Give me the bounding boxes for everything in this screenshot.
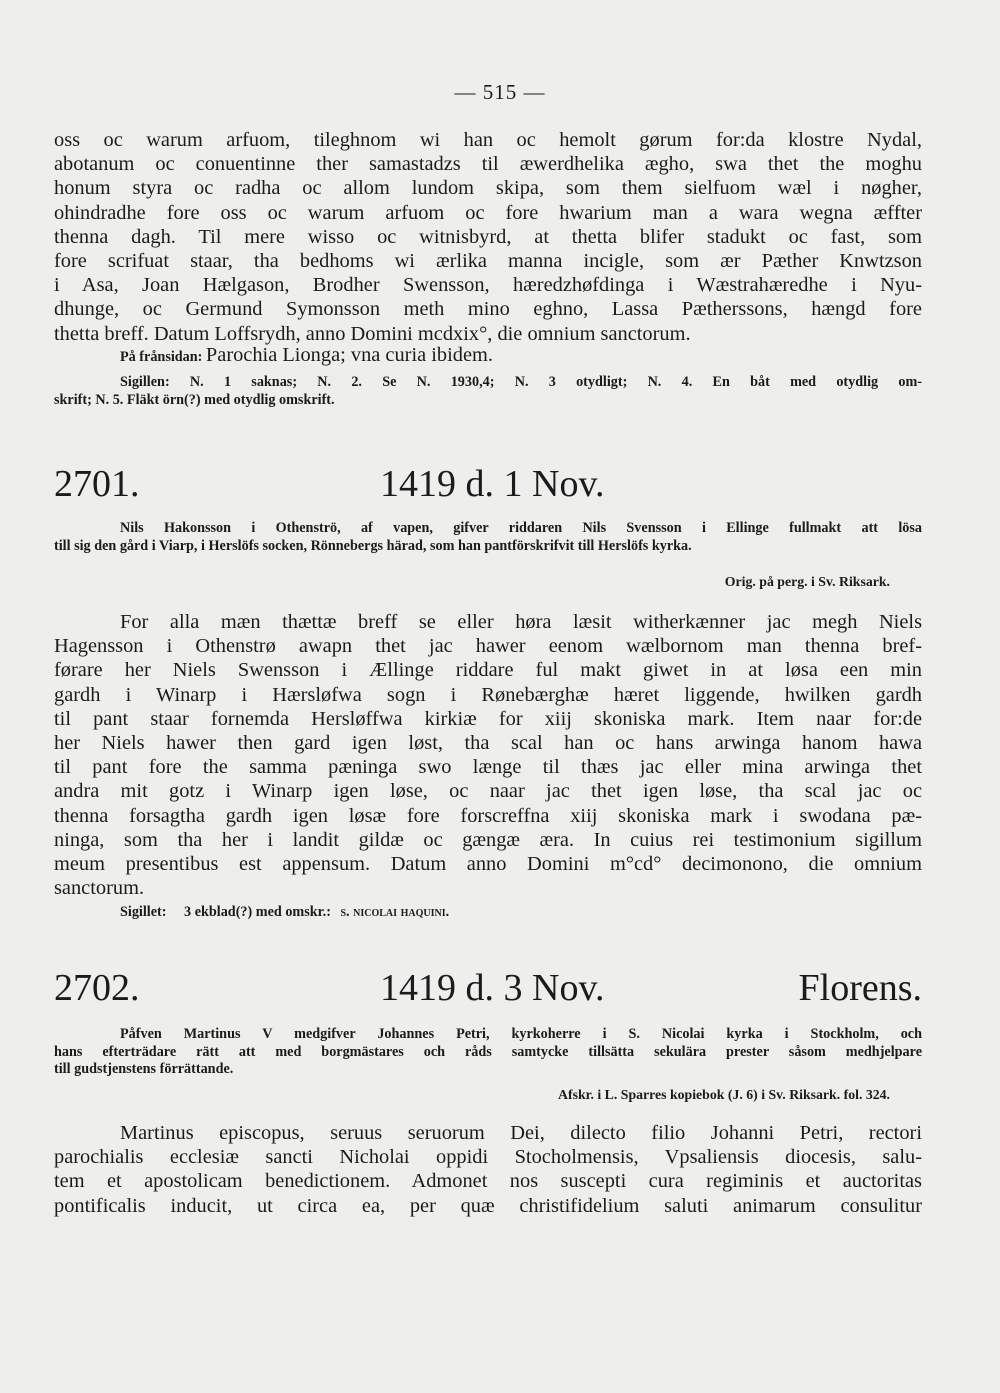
text-line: førare her Niels Swensson i Ællinge riddare ful makt giwet in at løsa een min — [54, 659, 922, 682]
text-line: tem et apostolicam benedictionem. Admonet nos suscepti cura regiminis et auctoritas — [54, 1170, 922, 1193]
text-line: andra mit gotz i Winarp igen løse, oc naar jac thet igen løse, tha scal jac oc — [54, 780, 922, 803]
sigill-label: Sigillet: — [120, 904, 167, 920]
text-line: thenna forsagtha gardh igen løsæ fore forscreffna xiij skoniska mark i swodana pæ- — [54, 804, 922, 827]
summary-line: till gudstjenstens förrättande. — [54, 1061, 234, 1077]
sigill-text: 3 ekblad(?) med omskr.: — [184, 904, 331, 920]
text-line: thenna dagh. Til mere wisso oc witnisbyrd, at thetta blifer stadukt oc fast, som — [54, 225, 922, 248]
fransidan-note — [54, 346, 922, 367]
entry-2701-summary — [54, 520, 922, 555]
text-line: oss oc warum arfuom, tileghnom wi han oc hemolt gørum for:da klostre Nydal, — [54, 129, 922, 151]
sigill-paragraph — [54, 374, 922, 409]
entry-2701-sigill — [54, 903, 922, 922]
text-line: i Asa, Joan Hælgason, Brodher Swensson, hæredzhøfdinga i Wæstrahæredhe i Nyu- — [54, 274, 922, 297]
summary-paragraph — [54, 1026, 922, 1079]
text-line: abotanum oc conuentinne ther samastadzs til æwerdhelika ægho, swa thet the moghu — [54, 153, 922, 176]
text-line: fore scrifuat staar, tha bedhoms wi ærlika manna incigle, som ær Pæther Knwtzson — [54, 250, 922, 273]
summary-line: hans efterträdare rätt att med borgmästares och råds samtycke tillsätta sekulära prester såsom medhjelpare — [54, 1043, 922, 1060]
sigill-note — [54, 374, 922, 409]
summary-line: till sig den gård i Viarp, i Herslöfs socken, Rönnebergs härad, som han pantförskrifvit till Herslöfs kyrka. — [54, 537, 692, 554]
entry-2702-source — [54, 1087, 922, 1103]
text-line: thetta breff. Datum Loffsrydh, anno Domini mcdxix°, die omnium sanctorum. — [54, 322, 691, 345]
source-citation: Orig. på perg. i Sv. Riksark. — [724, 574, 890, 589]
fransidan-text: Parochia Lionga; vna curia ibidem. — [205, 344, 493, 366]
text-line: parochialis ecclesiæ sancti Nicholai oppidi Stocholmensis, Vpsaliensis diocesis, salu- — [54, 1146, 922, 1169]
text-line: dhunge, oc Germund Symonsson meth mino eghno, Lassa Pætherssons, hængd fore — [54, 298, 922, 321]
text-line: Martinus episcopus, seruus seruorum Dei, dilecto filio Johanni Petri, rectori — [120, 1122, 922, 1144]
entry-place: Florens. — [798, 967, 922, 1009]
entry-2701-source — [54, 574, 922, 590]
summary-line: Nils Hakonsson i Othenströ, af vapen, gifver riddaren Nils Svensson i Ellinge fullmakt att lösa — [120, 520, 922, 536]
entry-date: 1419 d. 3 Nov. — [380, 967, 605, 1009]
summary-line: Påfven Martinus V medgifver Johannes Petri, kyrkoherre i S. Nicolai kyrka i Stockholm, och — [120, 1026, 922, 1042]
text-line: ninga, som tha her i landit gildæ oc gængæ æra. In cuius rei testimonium sigillum — [54, 828, 922, 851]
text-line: gardh i Winarp i Hærsløfwa sogn i Rønebærghæ hæret liggende, hwilken gardh — [54, 683, 922, 706]
entry-date: 1419 d. 1 Nov. — [380, 463, 605, 505]
fransidan-label: På frånsidan: — [120, 349, 203, 365]
page-number: — 515 — — [454, 80, 546, 104]
text-line: til pant fore the samma pæninga swo længe til thæs jac eller mina arwinga thet — [54, 756, 922, 779]
text-line: meum presentibus est appensum. Datum anno Domini m°cd° decimonono, die omnium — [54, 853, 922, 876]
sigill-line: skrift; N. 5. Fläkt örn(?) med otydlig omskrift. — [54, 391, 335, 408]
continuation-text — [54, 128, 922, 346]
entry-2702-heading — [54, 966, 922, 1009]
letter-paragraph — [54, 610, 922, 900]
source-citation: Afskr. i L. Sparres kopiebok (J. 6) i Sv. Riksark. fol. 324. — [558, 1087, 890, 1102]
text-line: sanctorum. — [54, 877, 145, 900]
letter-paragraph — [54, 1121, 922, 1218]
entry-number: 2702. — [54, 967, 140, 1009]
continuation-paragraph — [54, 128, 922, 346]
text-line: pontificalis inducit, ut circa ea, per quæ christifidelium saluti animarum consulitur — [54, 1194, 922, 1217]
sigill-inscription: s. nicolai haquini. — [340, 904, 450, 920]
text-line: ohindradhe fore oss oc warum arfuom oc fore hwarium man a wara wegna æffter — [54, 201, 922, 224]
entry-2702-summary — [54, 1026, 922, 1079]
text-line: her Niels hawer then gard igen løst, tha scal han oc hans arwinga hanom hawa — [54, 732, 922, 755]
text-line: For alla mæn thættæ breff se eller høra læsit witherkænner jac megh Niels — [120, 611, 922, 633]
entry-2701-heading — [54, 462, 922, 505]
text-line: til pant staar fornemda Hersløffwa kirkiæ for xiij skoniska mark. Item naar for:de — [54, 707, 922, 730]
sigill-line: Sigillen: N. 1 saknas; N. 2. Se N. 1930,4; N. 3 otydligt; N. 4. En båt med otydlig om- — [120, 374, 922, 390]
entry-number: 2701. — [54, 463, 140, 505]
text-line: Hagensson i Othenstrø awapn thet jac hawer eenom wælbornom man thenna bref- — [54, 635, 922, 658]
text-line: honum styra oc radha oc allom lundom skipa, som them sielfuom wæl i nøgher, — [54, 177, 922, 200]
entry-2702-text — [54, 1121, 922, 1218]
entry-2701-text — [54, 610, 922, 900]
summary-paragraph — [54, 520, 922, 555]
